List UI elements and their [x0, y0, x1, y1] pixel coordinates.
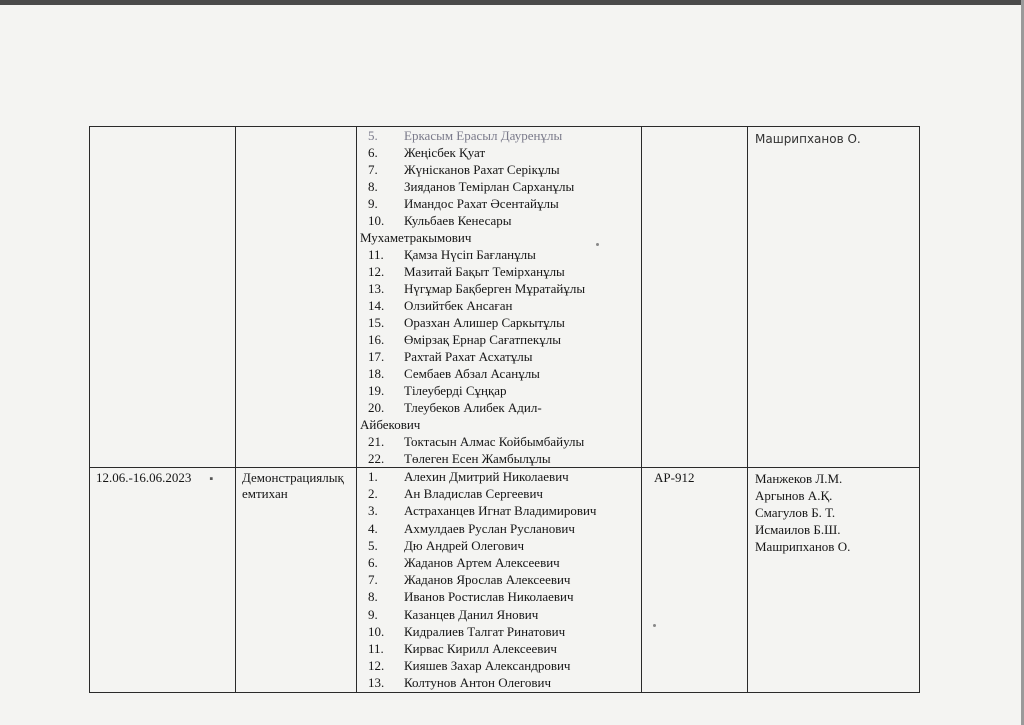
- exam-schedule-table: [89, 126, 920, 693]
- student-name: Тлеубеков Алибек Адил-: [404, 400, 542, 415]
- student-number: 18.: [368, 366, 385, 381]
- list-item: [360, 280, 638, 297]
- student-name: Токтасын Алмас Койбымбайулы: [404, 434, 585, 449]
- student-name: Жүнісканов Рахат Серікұлы: [404, 162, 560, 177]
- student-name: Тілеуберді Сұңқар: [404, 383, 507, 398]
- list-item: [360, 178, 638, 195]
- student-name: Рахтай Рахат Асхатұлы: [404, 349, 533, 364]
- student-name: Алехин Дмитрий Николаевич: [404, 469, 569, 484]
- student-name: Айбекович: [360, 417, 421, 432]
- student-name: Дю Андрей Олегович: [404, 537, 525, 553]
- list-item: [360, 537, 638, 554]
- examiner-name: Машрипханов О.: [755, 132, 861, 146]
- examiner-name: Манжеков Л.М.: [755, 471, 843, 486]
- student-name: Кульбаев Кенесары: [404, 213, 512, 228]
- list-item: [360, 399, 638, 416]
- student-number: 6.: [368, 145, 378, 160]
- list-item: [360, 485, 638, 502]
- list-item: [360, 365, 638, 382]
- student-number: 10.: [368, 213, 385, 228]
- list-item: [360, 606, 638, 623]
- student-number: 1.: [368, 469, 378, 484]
- list-item: [360, 161, 638, 178]
- students-cell: [357, 468, 642, 693]
- list-item: [360, 674, 638, 691]
- student-name: Астраханцев Игнат Владимирович: [404, 503, 597, 519]
- student-number: 12.: [368, 264, 385, 279]
- list-item: [360, 382, 638, 399]
- student-number: 7.: [368, 162, 378, 177]
- student-number: 19.: [368, 383, 385, 398]
- list-item: [360, 416, 638, 433]
- student-list: [360, 468, 638, 692]
- student-name: Кидралиев Талгат Ринатович: [404, 623, 566, 639]
- student-name: Олзийтбек Ансаған: [404, 298, 513, 313]
- student-name: Оразхан Алишер Саркытұлы: [404, 315, 565, 330]
- list-item: [360, 450, 638, 467]
- exam-date: 12.06.-16.06.2023: [96, 470, 192, 485]
- group-cell: [642, 468, 748, 693]
- list-item: [360, 520, 638, 537]
- student-name: Жаданов Ярослав Алексеевич: [404, 572, 571, 588]
- student-name: Сембаев Абзал Асанұлы: [404, 366, 540, 381]
- student-name: Ан Владислав Сергеевич: [404, 486, 543, 502]
- list-item: [360, 331, 638, 348]
- student-name: Жаданов Артем Алексеевич: [404, 555, 560, 571]
- table-row: [90, 468, 920, 693]
- student-name: Нүгұмар Бақберген Мұратайұлы: [404, 281, 586, 296]
- student-name: Қамза Нүсіп Бағланұлы: [404, 247, 536, 262]
- list-item: [360, 144, 638, 161]
- examiner-list: [755, 129, 916, 148]
- student-number: 8.: [368, 179, 378, 194]
- student-number: 6.: [368, 555, 378, 571]
- list-item: [360, 657, 638, 674]
- list-item: [360, 212, 638, 229]
- student-number: 14.: [368, 298, 385, 313]
- student-name: Кияшев Захар Александрович: [404, 658, 571, 674]
- student-number: 9.: [368, 606, 378, 622]
- student-name: Мазитай Бақыт Темірханұлы: [404, 264, 565, 279]
- exam-type-cell: [236, 468, 357, 693]
- exam-type-line2: емтихан: [242, 486, 288, 501]
- student-number: 7.: [368, 572, 378, 588]
- list-item: [360, 502, 638, 519]
- list-item: [360, 623, 638, 640]
- student-name: Имандос Рахат Әсентайұлы: [404, 196, 559, 211]
- date-cell: [90, 468, 236, 693]
- scan-dot-mark: ▪: [209, 473, 214, 485]
- student-number: 20.: [368, 400, 385, 415]
- student-number: 22.: [368, 451, 385, 466]
- examiners-cell: [748, 127, 920, 468]
- student-name: Жеңісбек Қуат: [404, 145, 486, 160]
- list-item: [360, 588, 638, 605]
- list-item: [360, 348, 638, 365]
- student-name: Кирвас Кирилл Алексеевич: [404, 641, 557, 657]
- student-name: Мухаметракымович: [360, 230, 472, 245]
- group-cell: [642, 127, 748, 468]
- scan-top-edge: [0, 0, 1024, 5]
- scan-speck: [596, 243, 599, 246]
- examiner-name: Машрипханов О.: [755, 539, 851, 554]
- list-item: [360, 640, 638, 657]
- student-number: 21.: [368, 434, 385, 449]
- student-number: 16.: [368, 332, 385, 347]
- student-name: Төлеген Есен Жамбылұлы: [404, 451, 551, 466]
- examiner-list: [755, 470, 916, 555]
- list-item: [360, 297, 638, 314]
- examiner-name: Смагулов Б. Т.: [755, 505, 836, 520]
- student-number: 13.: [368, 281, 385, 296]
- examiner-name: Исмаилов Б.Ш.: [755, 522, 841, 537]
- exam-type-line1: Демонстрациялық: [242, 470, 344, 485]
- student-number: 11.: [368, 641, 384, 657]
- student-number: 4.: [368, 520, 378, 536]
- list-item: [360, 195, 638, 212]
- student-number: 12.: [368, 658, 385, 674]
- student-number: 13.: [368, 675, 385, 691]
- list-item: [360, 127, 638, 144]
- list-item: [360, 433, 638, 450]
- list-item: [360, 468, 638, 485]
- group-code: АР-912: [654, 470, 695, 485]
- student-name: Ахмулдаев Руслан Русланович: [404, 520, 575, 536]
- list-item: [360, 571, 638, 588]
- student-number: 5.: [368, 537, 378, 553]
- list-item: [360, 263, 638, 280]
- list-item: [360, 554, 638, 571]
- student-name: Иванов Ростислав Николаевич: [404, 589, 574, 605]
- student-name: Казанцев Данил Янович: [404, 606, 539, 622]
- students-cell: [357, 127, 642, 468]
- student-number: 17.: [368, 349, 385, 364]
- student-number: 8.: [368, 589, 378, 605]
- exam-type-cell: [236, 127, 357, 468]
- student-number: 3.: [368, 503, 378, 519]
- list-item: [360, 246, 638, 263]
- student-list: [360, 127, 638, 467]
- scan-speck: [653, 624, 656, 627]
- student-number: 10.: [368, 623, 385, 639]
- student-number: 15.: [368, 315, 385, 330]
- student-name: Өмірзақ Ернар Сағатпекұлы: [404, 332, 561, 347]
- student-name: Еркасым Ерасыл Дауренұлы: [404, 128, 563, 143]
- student-name: Зияданов Темірлан Сарханұлы: [404, 179, 575, 194]
- student-number: 2.: [368, 486, 378, 502]
- table-row: [90, 127, 920, 468]
- student-number: 11.: [368, 247, 384, 262]
- list-item: [360, 314, 638, 331]
- student-number: 9.: [368, 196, 378, 211]
- student-name: Колтунов Антон Олегович: [404, 675, 552, 691]
- examiners-cell: [748, 468, 920, 693]
- student-number: 5.: [368, 128, 378, 143]
- examiner-name: Аргынов А.Қ.: [755, 488, 833, 503]
- date-cell: [90, 127, 236, 468]
